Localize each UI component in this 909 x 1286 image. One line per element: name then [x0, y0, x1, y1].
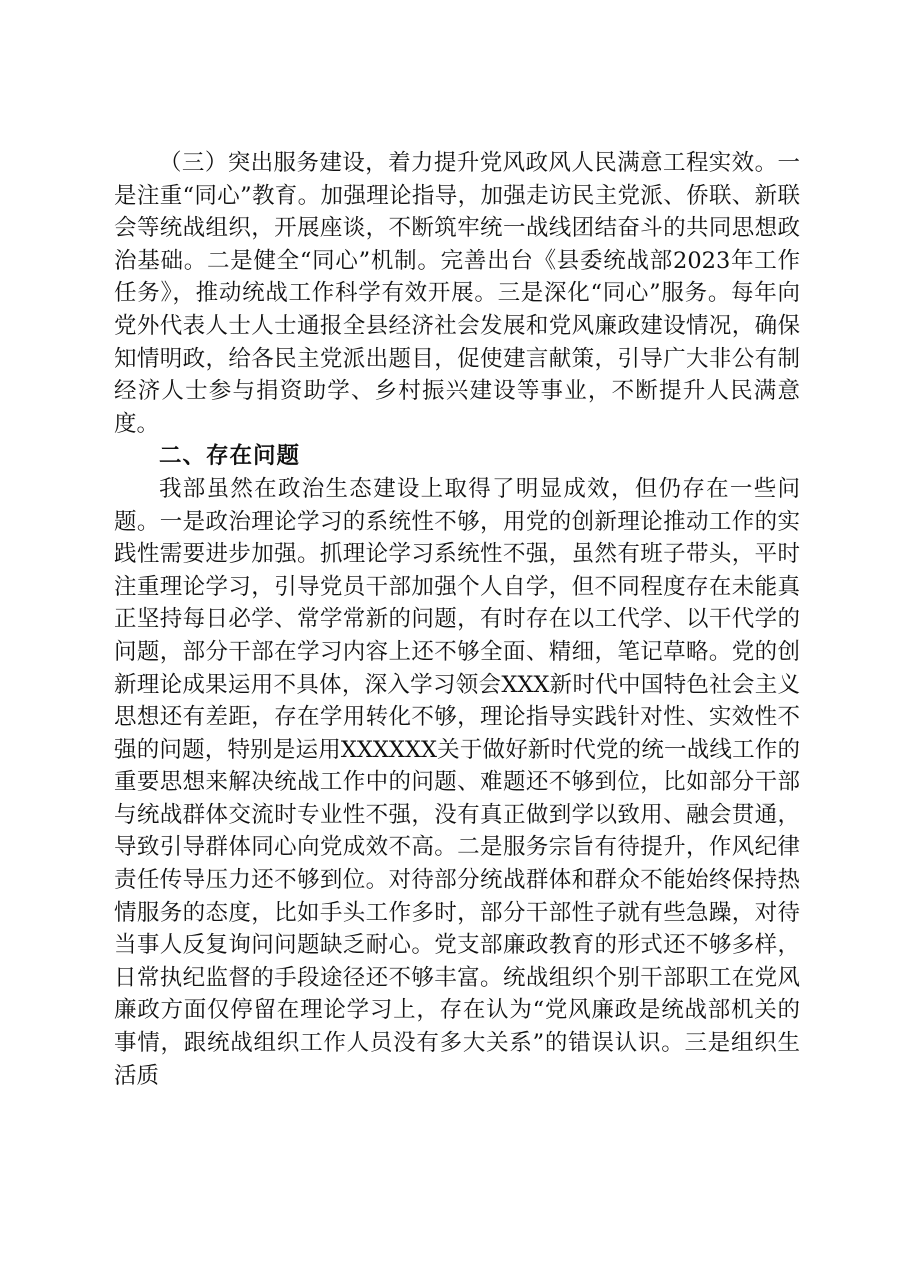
- section-heading-problems: 二、存在问题: [159, 443, 301, 470]
- paragraph-service-construction: （三）突出服务建设，着力提升党风政风人民满意工程实效。一是注重“同心”教育。加强理论指导，加强走访民主党派、侨联、新联会等统战组织，开展座谈，不断筑牢统一战线团结奋斗的共同思想政治基础。二是健全“同心”机制。完善出台《县委统战部2023年工作任务》，推动统战工作科学有效开展。三是深化“同心”服务。每年向党外代表人士人士通报全县经济社会发展和党风廉政建设情况，确保知情明政，给各民主党派出题目，促使建言献策，引导广大非公有制经济人士参与捐资助学、乡村振兴建设等事业，不断提升人民满意度。: [114, 150, 800, 437]
- paragraph-existing-problems: 我部虽然在政治生态建设上取得了明显成效，但仍存在一些问题。一是政治理论学习的系统性不够，用党的创新理论推动工作的实践性需要进步加强。抓理论学习系统性不强，虽然有班子带头，平时注重理论学习，引导党员干部加强个人自学，但不同程度存在未能真正坚持每日必学、常学常新的问题，有时存在以工代学、以干代学的问题，部分干部在学习内容上还不够全面、精细，笔记草略。党的创新理论成果运用不具体，深入学习领会XXX新时代中国特色社会主义思想还有差距，存在学用转化不够，理论指导实践针对性、实效性不强的问题，特别是运用XXXXXX关于做好新时代党的统一战线工作的重要思想来解决统战工作中的问题、难题还不够到位，比如部分干部与统战群体交流时专业性不强，没有真正做到学以致用、融会贯通，导致引导群体同心向党成效不高。二是服务宗旨有待提升，作风纪律责任传导压力还不够到位。对待部分统战群体和群众不能始终保持热情服务的态度，比如手头工作多时，部分干部性子就有些急躁，对待当事人反复询问问题缺乏耐心。党支部廉政教育的形式还不够多样，日常执纪监督的手段途径还不够丰富。统战组织个别干部职工在党风廉政方面仅停留在理论学习上，存在认为“党风廉政是统战部机关的事情，跟统战组织工作人员没有多大关系”的错误认识。三是组织生活质: [114, 475, 800, 1089]
- document-body: [114, 147, 800, 1092]
